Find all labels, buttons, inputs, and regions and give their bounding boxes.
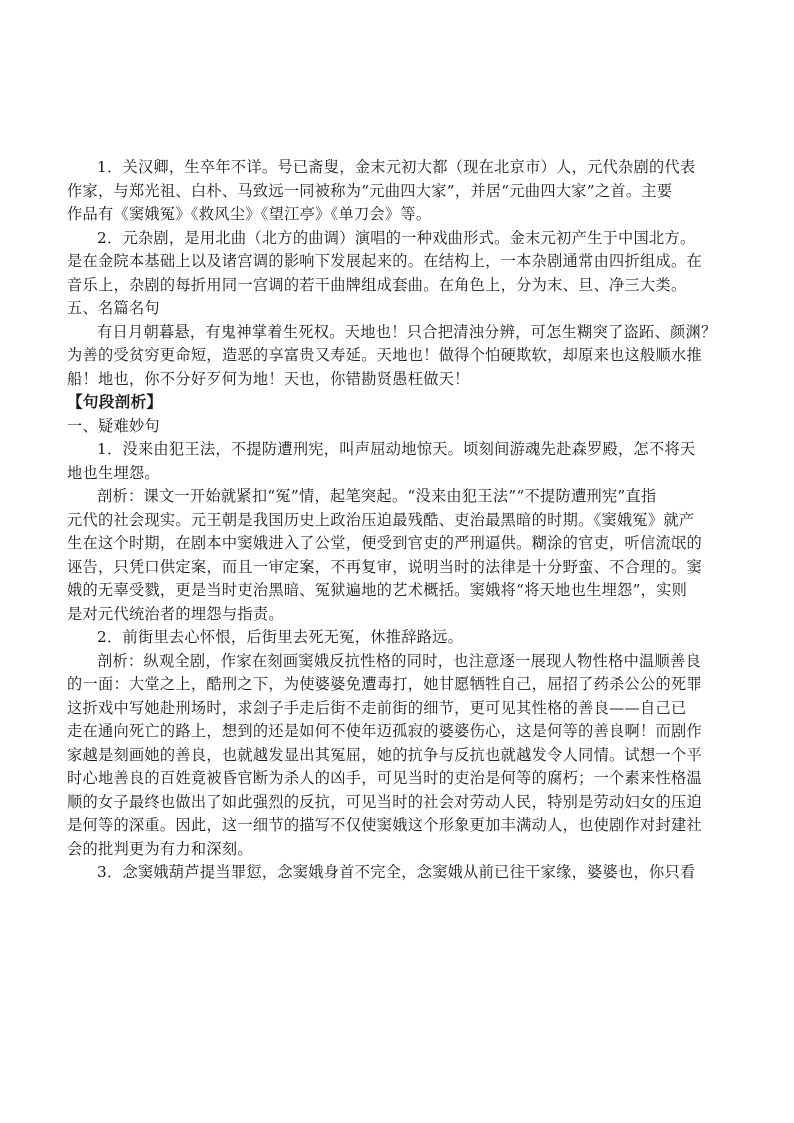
- paragraph-line: 1．没来由犯王法，不提防遭刑宪，叫声屈动地惊天。顷刻间游魂先赴森罗殿，怎不将天: [97, 440, 696, 458]
- analysis-line: 剖析：纵观全剧，作家在刻画窦娥反抗性格的同时，也注意逐一展现人物性格中温顺善良: [97, 651, 702, 670]
- analysis-line: 会的批判更为有力和深刻。: [67, 839, 253, 858]
- analysis-line: 生在这个时期，在剧本中窦娥进入了公堂，便受到官吏的严刑逼供。糊涂的官吏，听信流氓的: [67, 534, 702, 552]
- paragraph-line: 2．元杂剧，是用北曲（北方的曲调）演唱的一种戏曲形式。金末元初产生于中国北方。: [97, 228, 696, 247]
- analysis-line: 的一面：大堂之上，酷刑之下，为使婆婆免遭毒打，她甘愿牺牲自己，屈招了药杀公公的死罪: [67, 675, 702, 693]
- paragraph-line: 1．关汉卿，生卒年不详。号已斋叟，金末元初大都（现在北京市）人，元代杂剧的代表: [97, 158, 696, 176]
- section-title: 五、名篇名句: [67, 299, 160, 317]
- analysis-line: 是何等的深重。因此，这一细节的描写不仅使窦娥这个形象更加丰满动人，也使剧作对封建社: [67, 816, 702, 834]
- paragraph-line: 音乐上，杂剧的每折用同一宫调的若干曲牌组成套曲。在角色上，分为末、旦、净三大类。: [67, 275, 687, 294]
- analysis-line: 诬告，只凭口供定案，而且一审定案，不再复审，说明当时的法律是十分野蛮、不合理的。窦: [67, 557, 702, 576]
- paragraph-line: 作品有《窦娥冤》《救风尘》《望江亭》《单刀会》等。: [67, 205, 432, 223]
- paragraph-line: 作家，与郑光祖、白朴、马致远一同被称为“元曲四大家”，并居“元曲四大家”之首。主要: [67, 181, 673, 200]
- analysis-line: 元代的社会现实。元王朝是我国历史上政治压迫最残酷、吏治最黑暗的时期。《窦娥冤》就产: [67, 510, 695, 529]
- analysis-line: 这折戏中写她赴刑场时，求刽子手走后街不走前街的细节，更可见其性格的善良——自己已: [67, 698, 687, 717]
- quote-line: 船！地也，你不分好歹何为地！天也，你错勘贤愚枉做天！: [67, 369, 470, 388]
- analysis-line: 时心地善良的百姓竟被昏官断为杀人的凶手，可见当时的吏治是何等的腐朽；一个素来性格温: [67, 769, 702, 787]
- quote-line: 为善的受贫穷更命短，造恶的享富贵又寿延。天地也！做得个怕硬欺软，却原来也这般顺水推: [67, 346, 702, 364]
- analysis-line: 娥的无辜受戮，更是当时吏治黑暗、冤狱遍地的艺术概括。窦娥将“将天地也生埋怨”，实则: [67, 581, 688, 599]
- section-heading: 【句段剖析】: [67, 393, 163, 411]
- section-title: 一、疑难妙句: [67, 416, 160, 435]
- analysis-line: 是对元代统治者的埋怨与指责。: [67, 604, 284, 623]
- document-body: [67, 156, 727, 885]
- analysis-line: 剖析：课文一开始就紧扣“冤”情，起笔突起。“没来由犯王法”“不提防遭刑宪”直指: [97, 487, 657, 505]
- paragraph-line: 地也生埋怨。: [67, 463, 160, 482]
- paragraph-line: 2．前街里去心怀恨，后街里去死无冤，休推辞路远。: [97, 628, 464, 646]
- analysis-line: 家越是刻画她的善良，也就越发显出其冤屈，她的抗争与反抗也就越发令人同情。试想一个平: [67, 745, 702, 764]
- paragraph-line: 3．念窦娥葫芦提当罪愆，念窦娥身首不完全，念窦娥从前已往干家缘，婆婆也，你只看: [97, 863, 696, 881]
- paragraph-line: 是在金院本基础上以及诸宫调的影响下发展起来的。在结构上，一本杂剧通常由四折组成。在: [67, 252, 702, 270]
- analysis-line: 顺的女子最终也做出了如此强烈的反抗，可见当时的社会对劳动人民，特别是劳动妇女的压迫: [67, 792, 702, 811]
- quote-line: 有日月朝暮悬，有鬼神掌着生死权。天地也！只合把清浊分辨，可怎生糊突了盗跖、颜渊？: [97, 322, 717, 341]
- analysis-line: 走在通向死亡的路上，想到的还是如何不使年迈孤寂的婆婆伤心，这是何等的善良啊！而剧作: [67, 722, 702, 740]
